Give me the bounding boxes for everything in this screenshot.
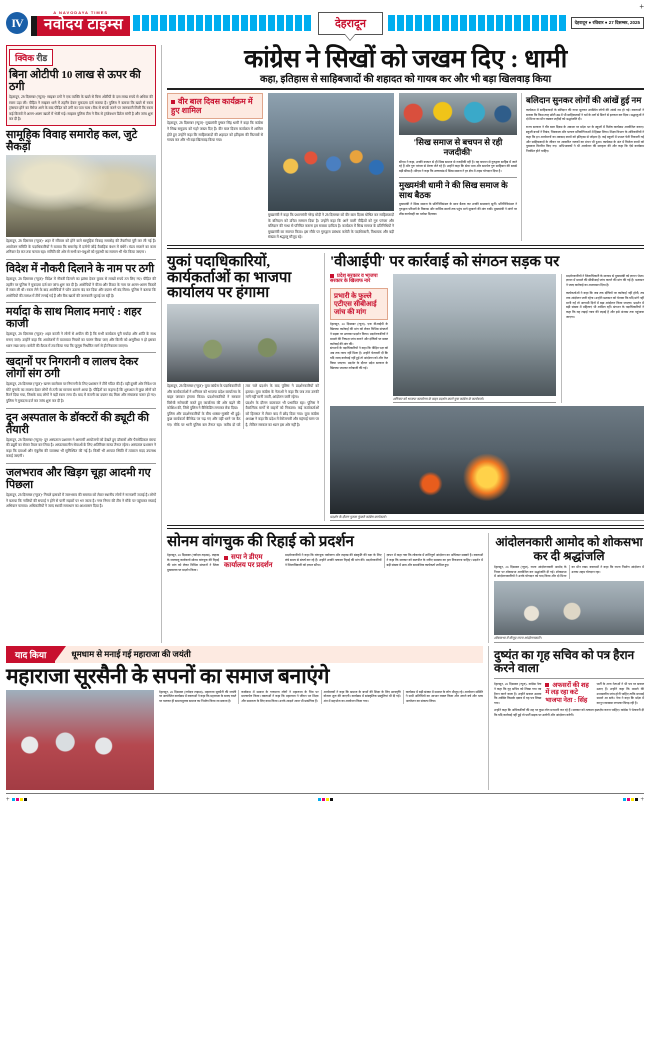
lead-left-block bbox=[167, 93, 263, 241]
bottom-strap-bar bbox=[6, 646, 483, 663]
quick-read-headline[interactable]: बिना ओटीपी 10 लाख से ऊपर की ठगी bbox=[9, 69, 141, 94]
left-item-3-body: देहरादून, 26 दिसम्बर (न्यूज)- खनन कारोबार पर निगरानी के लिए प्रशासन ने टीमें गठित की हैं। वहीं दूसरी ओर निवेश पर मोटे मुनाफे का लालच देकर लोगों से ठगी का मामला सामने आया है। पीड़ितों का कहना है कि शुरुआत में कुछ लोगों को रिटर्न दिया गया, जिसके बाद लोगों ने बड़ी रकम लगा दी। बाद में कंपनी का दफ्तर बंद मिला और संचालक फरार हो गए। पुलिस ने मुकदमा दर्ज कर जांच शुरू कर दी है। bbox=[6, 382, 156, 403]
lead-kicker-headline: वीर बाल दिवस कार्यक्रम में हुए शामिल bbox=[171, 97, 259, 115]
mid-right-story bbox=[324, 253, 644, 522]
mid-right-caption-1: शनिवार को भाजपा कार्यालय के बाहर प्रदर्शन करते युवा कांग्रेस के कार्यकर्ता। bbox=[393, 396, 556, 403]
left-item-1-headline[interactable]: विदेश में नौकरी दिलाने के नाम पर ठगी bbox=[6, 262, 155, 275]
mid-left-body-2: पुलिस और प्रदर्शनकारियों के बीच धक्का-मुक्की भी हुई। कुछ कार्यकर्ता बैरिकेड पर चढ़ गए और वहीं धरने पर बैठ गए। मौके पर भारी पुलिस बल तैनात रहा। करीब दो घंटे तक चले प्रदर्शन के बाद पुलिस ने प्रदर्शनकारियों को हटाया। युवा कांग्रेस के नेताओं ने कहा कि जब तक उनकी मांगें नहीं मानी जातीं, आंदोलन जारी रहेगा। bbox=[167, 384, 319, 427]
sidebox-1-body: सीएम ने कहा, उनकी बचपन से ही सिख समाज से नजदीकी रही है। वह बचपन से गुरुद्वारा साहिब में जाते रहे हैं और गुरु परंपरा से प्रेरणा लेते रहे हैं। उन्होंने कहा कि सेवा भाव और समर्पण गुरु साहिबान की सबसे बड़ी सीख है। सीएम ने कहा कि उत्तराखंड में सिख समाज ने हर क्षेत्र में अहम योगदान दिया है। bbox=[399, 159, 517, 174]
mid-right-photo-street bbox=[393, 274, 556, 396]
mid-left-body-3: प्रदर्शन के दौरान यातायात भी प्रभावित रहा। पुलिस ने वैकल्पिक मार्गों से वाहनों को निकाला। कई कार्यकर्ताओं को हिरासत में लेकर बाद में छोड़ दिया गया। युवा कांग्रेस अध्यक्ष ने कहा कि प्रदेश में बेरोजगारी और महंगाई चरम पर है, लेकिन सरकार का ध्यान इस ओर नहीं है। bbox=[245, 400, 319, 427]
divider bbox=[494, 678, 644, 679]
mid-right-kicker-box bbox=[330, 288, 388, 320]
lead-photo-block bbox=[268, 93, 394, 241]
page-body bbox=[6, 45, 644, 643]
lead-body-1: मुख्यमंत्री ने कहा कि प्रधानमंत्री नरेन्द्र मोदी ने 26 दिसम्बर को वीर बाल दिवस घोषित कर साहिबजादों के बलिदान को उचित सम्मान दिया है। उन्होंने कहा कि आने वाली पीढ़ियों को गुरु परंपरा और बलिदान की गाथा से परिचित कराना हम सबका दायित्व है। कार्यक्रम में सिख समाज के प्रतिनिधियों ने मुख्यमंत्री का स्वागत किया। इस मौके पर गुरुद्वारा प्रबंधक कमेटी के पदाधिकारी, विधायक और बड़ी संख्या में श्रद्धालु मौजूद रहे। bbox=[268, 213, 394, 240]
mid-left-photo-police bbox=[167, 304, 319, 382]
quick-read-tag bbox=[9, 49, 53, 66]
mid-right-bullet-1: प्रदेश सरकार व भाजपा सरकार के खिलाफ नारे bbox=[330, 274, 388, 286]
bottom-right-body-1: देहरादून, 26 दिसम्बर (न्यूज)- कांग्रेस नेता ने कहा कि गृह सचिव को लिखा गया पत्र हैरान करने वाला है। उन्होंने सवाल उठाया कि आखिर किसके दबाव में यह पत्र लिखा गया। bbox=[494, 681, 542, 706]
mid-right-body-1: देहरादून, 26 दिसम्बर (न्यूज)- एक वीआईपी के खिलाफ कार्रवाई की मांग को लेकर विभिन्न संगठनों ने सड़क पर उतरकर प्रदर्शन किया। प्रदर्शनकारियों ने मामले की निष्पक्ष जांच कराने और दोषियों पर सख्त कार्रवाई की मांग की। bbox=[330, 322, 388, 346]
crop-mark-left: + bbox=[6, 796, 10, 803]
left-item-0-body: देहरादून, 26 दिसम्बर (न्यूज)- शहर में रविवार को होने वाले सामूहिक विवाह समारोह की तैयारियां पूरी कर ली गई हैं। आयोजन समिति के पदाधिकारियों ने बताया कि समारोह में दर्जनों जोड़े वैवाहिक बंधन में बंधेंगे। मंडप सजाने का काम शनिवार देर रात तक चलता रहा। समिति की ओर से सभी वर-वधुओं को गृहस्थी का सामान भी भेंट किया जाएगा। bbox=[6, 239, 156, 255]
left-item-2-headline[interactable]: मर्यादा के साथ मिलाद मनाएं : शहर काजी bbox=[6, 306, 142, 331]
lead-sidebox-2 bbox=[521, 93, 644, 241]
main-column bbox=[161, 45, 644, 643]
lead-kicker-body: देहरादून, 26 दिसम्बर (न्यूज)- मुख्यमंत्री पुष्कर सिंह धामी ने कहा कि कांग्रेस ने सिख समुदाय को गहरे जख्म दिए हैं। वीर बाल दिवस कार्यक्रम में शामिल होते हुए उन्होंने कहा कि साहिबजादों की शहादत को इतिहास की किताबों से गायब कर और भी बड़ा खिलवाड़ किया गया। bbox=[167, 121, 263, 143]
mid-right-side-col bbox=[561, 274, 644, 403]
mid-left-body-1: देहरादून, 26 दिसम्बर (न्यूज)- युवा कांग्रेस के पदाधिकारियों और कार्यकर्ताओं ने शनिवार को भाजपा प्रदेश कार्यालय के बाहर जमकर हंगामा किया। प्रदर्शनकारियों ने सरकार विरोधी नारेबाजी करते हुए कार्यालय की ओर बढ़ने की कोशिश की, जिसे पुलिस ने बैरिकेडिंग लगाकर रोक दिया। bbox=[167, 384, 241, 411]
dateline: देहरादून ● रविवार ● 27 दिसम्बर, 2025 bbox=[571, 17, 644, 29]
quick-read-tag-grey: रीड bbox=[36, 53, 48, 63]
divider bbox=[6, 463, 156, 464]
bottom-body-cols bbox=[159, 690, 483, 790]
bottom-section-tag: याद किया bbox=[6, 646, 55, 663]
divider bbox=[167, 525, 644, 529]
bottom-body-1: देहरादून, 26 दिसम्बर (नवोदय टाइम्स)- महाराजा सूरसैनी की जयंती पर आयोजित कार्यक्रम में वक्ताओं ने कहा कि महाराजा के बताए रास्ते पर चलकर ही समतामूलक समाज का निर्माण किया जा सकता है। bbox=[159, 689, 237, 704]
mid-right-caption-2: प्रदर्शन के दौरान पुतला फूंकते कांग्रेस कार्यकर्ता। bbox=[330, 514, 644, 521]
lower-right-photo-condolence bbox=[494, 581, 644, 635]
lead-subhead: कहा, इतिहास से साहिबजादों की शहादत को गायब कर और भी बड़ा खिलवाड़ किया bbox=[259, 74, 552, 85]
bottom-right-headline[interactable]: दुष्यंत का गृह सचिव को पत्र हैरान करने वाला bbox=[494, 647, 635, 675]
ministry-box-headline[interactable]: मुख्यमंत्री धामी ने की सिख समाज के साथ बैठक bbox=[399, 179, 508, 200]
bottom-section-strap: धूमधाम से मनाई गई महाराजा की जयंती bbox=[55, 646, 483, 663]
logo-kicker: A NAVODAYA TIMES bbox=[31, 10, 130, 16]
left-item-2-body: देहरादून, 26 दिसम्बर (न्यूज)- शहर काजी ने लोगों से अपील की है कि सभी कार्यक्रम पूरी मर्यादा और शांति के साथ मनाए जाएं। उन्होंने कहा कि आयोजनों में यातायात नियमों का पालन किया जाए और किसी को असुविधा न हो इसका ध्यान रखा जाए। कमेटी की बैठक में तय किया गया कि जुलूस निर्धारित मार्ग से ही निकाला जाएगा। bbox=[6, 332, 156, 348]
registration-plus-icon: + bbox=[639, 2, 644, 11]
left-item-3-headline[interactable]: खदानों पर निगरानी व लालच देकर लोगों संग ठगी bbox=[6, 356, 139, 381]
mid-right-side-body: कार्यकर्ताओं ने कहा कि जब तक दोषियों पर कार्रवाई नहीं होती, तब तक आंदोलन जारी रहेगा। उन्होंने प्रशासन को चेताया कि यदि मांगें नहीं मानी गईं तो आगामी दिनों में बड़ा आंदोलन किया जाएगा। प्रदर्शन में बड़ी संख्या में महिलाएं भी शामिल रहीं। संगठन के पदाधिकारियों ने कहा कि यह लड़ाई न्याय की लड़ाई है और इसे अंजाम तक पहुंचाया जाएगा। bbox=[566, 290, 644, 319]
sidebox-2-body: कार्यक्रम में साहिबजादों के बलिदान की गाथा सुनकर उपस्थित लोगों की आंखें नम हो गईं। वक्ताओं ने बताया कि किस तरह छोटी उम्र में भी साहिबजादों ने धर्म के मार्ग से डिगने से इनकार कर दिया। श्रद्धालुओं ने दो मिनट का मौन रखकर शहीदों को श्रद्धांजलि दी। bbox=[526, 107, 644, 122]
divider bbox=[167, 88, 644, 90]
mid-right-body-3: प्रदर्शनकारियों ने जिलाधिकारी के माध्यम से मुख्यमंत्री को ज्ञापन भेजा। ज्ञापन में मामले की सीबीआई जांच कराने की मांग की गई है। प्रशासन ने जल्द कार्रवाई का आश्वासन दिया है। bbox=[566, 273, 644, 288]
lower-right-body: देहरादून, 26 दिसम्बर (न्यूज)- राज्य आंदोलनकारी आमोद के निधन पर शोकसभा आयोजित कर श्रद्धांजलि दी गई। शोकसभा में आंदोलनकारियों ने उनके योगदान को याद किया और दो मिनट का मौन रखा। वक्ताओं ने कहा कि राज्य निर्माण आंदोलन में उनका अहम योगदान रहा। bbox=[494, 564, 644, 579]
left-item-4-body: देहरादून, 26 दिसम्बर (न्यूज)- दून अस्पताल प्रशासन ने आगामी आयोजनों को देखते हुए डॉक्टरों और पैरामेडिकल स्टाफ की ड्यूटी का रोस्टर तैयार कर लिया है। आपातकालीन सेवाओं के लिए अतिरिक्त स्टाफ तैनात रहेगा। अस्पताल प्रशासन ने कहा कि दवाओं और एंबुलेंस की व्यवस्था भी सुनिश्चित की गई है। किसी भी आपात स्थिति में तत्काल मदद उपलब्ध कराई जाएगी। bbox=[6, 437, 156, 459]
quick-read-tag-red: क्विक bbox=[15, 53, 35, 63]
press-registration-marks bbox=[6, 793, 644, 803]
lead-headline[interactable]: कांग्रेस ने सिखों को जखम दिए : धामी bbox=[244, 46, 567, 73]
bottom-section bbox=[6, 646, 644, 790]
bottom-right-body-3: उन्होंने कहा कि अधिकारियों की शह पर कुछ लोग मनमानी कर रहे हैं। सरकार को तत्काल हस्तक्षेप करना चाहिए। कांग्रेस ने चेतावनी दी कि यदि कार्रवाई नहीं हुई तो पार्टी सड़क पर उतरेगी और आंदोलन करेगी। bbox=[494, 707, 644, 717]
logo-wordmark: नवोदय टाइम्स bbox=[31, 16, 130, 36]
left-item-4-headline[interactable]: दून अस्पताल के डॉक्टरों की ड्यूटी की तैयारी bbox=[6, 411, 149, 436]
divider bbox=[6, 259, 156, 260]
mid-left-headline[interactable]: युकां पदाधिकारियों, कार्यकर्ताओं का भाजपा कार्यालय पर हंगामा bbox=[167, 253, 292, 302]
lower-left-body-2: प्रदर्शनकारियों ने कहा कि वांगचुक पर्यावरण और लद्दाख की संस्कृति की रक्षा के लिए लंबे समय से संघर्ष कर रहे हैं। उन्होंने उनकी तत्काल रिहाई की मांग की। प्रदर्शनकारियों ने जिलाधिकारी को ज्ञापन सौंपा। bbox=[285, 553, 382, 567]
bottom-photo-ceremony bbox=[6, 690, 154, 790]
bottom-headline[interactable]: महाराजा सूरसैनी के सपनों का समाज बनाएंगे bbox=[6, 663, 330, 688]
bottom-body-4: कार्यक्रम में बड़ी संख्या में समाज के लोग मौजूद रहे। आयोजन समिति ने सभी अतिथियों का आभार व्यक्त किया और अगले वर्ष और भव्य आयोजन का संकल्प लिया। bbox=[405, 689, 483, 704]
bottom-right-col-1 bbox=[494, 682, 541, 706]
masthead-stripe-left bbox=[133, 15, 313, 31]
mid-right-kicker-col bbox=[330, 274, 388, 403]
cmyk-bar-left bbox=[12, 798, 27, 801]
mid-left-story bbox=[167, 253, 319, 522]
lower-right-headline[interactable]: आंदोलनकारी आमोद को शोकसभा कर दी श्रद्धांजलि bbox=[495, 535, 643, 563]
lower-left-body-1: देहरादून, 26 दिसम्बर (नवोदय टाइम्स)- लद्दाख के जलवायु कार्यकर्ता सोनम वांगचुक की रिहाई की मांग को लेकर विभिन्न संगठनों ने जिला मुख्यालय पर प्रदर्शन किया। bbox=[167, 553, 219, 572]
masthead bbox=[6, 0, 644, 42]
cmyk-bar-right bbox=[623, 798, 638, 801]
mid-right-kicker-text: प्रभारी के फुल्ले एटीएस सीबीआई जांच की मांग bbox=[334, 292, 377, 317]
lower-left-headline[interactable]: सोनम वांगचुक की रिहाई को प्रदर्शन bbox=[167, 534, 354, 551]
bottom-body-2: कार्यक्रम में समाज के गणमान्य लोगों ने महाराजा के चित्र पर माल्यार्पण किया। वक्ताओं ने कहा कि महाराजा ने जीवन भर शिक्षा और समानता के लिए काम किया। उनके आदर्श आज भी प्रासंगिक हैं। bbox=[241, 689, 319, 704]
lower-left-lede-col bbox=[167, 553, 219, 572]
sidebox-1-headline[interactable]: 'सिख समाज से बचपन से रही नजदीकी' bbox=[413, 137, 503, 157]
bottom-right-story bbox=[488, 646, 644, 790]
lead-right-block bbox=[399, 93, 644, 241]
divider bbox=[399, 177, 517, 178]
left-item-1-body: देहरादून, 26 दिसम्बर (न्यूज)- विदेश में नौकरी दिलाने का झांसा देकर युवक से लाखों रुपये ठग लिए गए। पीड़ित की तहरीर पर पुलिस ने मुकदमा दर्ज कर जांच शुरू कर दी है। आरोपियों ने वीजा और टिकट के नाम पर अलग-अलग किस्तों में रकम ली थी। रकम लेने के बाद आरोपियों ने फोन उठाना बंद कर दिया और दफ्तर भी बंद मिला। पुलिस ने बताया कि आरोपियों की तलाश में टीमें लगाई गई हैं और बैंक खातों की जानकारी जुटाई जा रही है। bbox=[6, 276, 156, 298]
lower-right-body-cols bbox=[494, 565, 644, 579]
mid-left-body-cols bbox=[167, 384, 319, 429]
left-rail bbox=[6, 45, 156, 643]
masthead-logo[interactable] bbox=[31, 10, 130, 36]
lead-right-body: राज्य सरकार ने वीर बाल दिवस के अवसर पर प्रदेश भर के स्कूलों में विशेष कार्यक्रम आयोजित कराए। स्कूली बच्चों ने निबंध, चित्रकला और भाषण प्रतियोगिताओं में हिस्सा लिया। शिक्षा विभाग के अधिकारियों ने कहा कि इन आयोजनों का मकसद बच्चों को इतिहास से जोड़ना है। कई स्कूलों में प्रभात फेरी निकाली गई और साहिबजादों के जीवन पर आधारित नाटकों का मंचन भी हुआ। कार्यक्रम के अंत में विजेता बच्चों को पुरस्कार वितरित किए गए। अभिभावकों ने भी आयोजन की सराहना की और कहा कि ऐसे कार्यक्रम नियमित होने चाहिए। bbox=[526, 125, 644, 154]
ministry-box-body: मुख्यमंत्री ने सिख समाज के प्रतिनिधिमंडल के साथ बैठक कर उनकी समस्याएं सुनीं। प्रतिनिधिमंडल ने गुरुद्वारा परिसरों के विकास और धार्मिक स्थलों तक पहुंच मार्ग सुधारने की मांग रखी। मुख्यमंत्री ने मांगों पर शीघ्र कार्यवाही का भरोसा दिलाया। bbox=[399, 202, 517, 217]
left-item-5-headline[interactable]: जलभराव और खिड़ग चूहा आदमी गए पिछला bbox=[6, 466, 151, 492]
crop-mark-right: + bbox=[640, 796, 644, 803]
bottom-right-body-2: पार्टी के अन्य नेताओं ने भी पत्र पर सवाल उठाए हैं। उन्होंने कहा कि मामले की उच्चस्तरीय जांच होनी चाहिए ताकि सच्चाई सामने आ सके। नेता ने कहा कि प्रदेश में कानून व्यवस्था लगातार बिगड़ रही है। bbox=[596, 681, 644, 706]
mid-right-body-2: संगठनों के पदाधिकारियों ने कहा कि पीड़ित पक्ष को अब तक न्याय नहीं मिला है। उन्होंने चेतावनी दी कि यदि जल्द कार्रवाई नहीं हुई तो आंदोलन को और तेज किया जाएगा। प्रदर्शन के दौरान प्रदेश सरकार के खिलाफ जमकर नारेबाजी की गई। bbox=[330, 346, 388, 370]
lower-left-body-3: ज्ञापन में कहा गया कि लोकतंत्र में शांतिपूर्ण आंदोलन का अधिकार सबको है। वक्ताओं ने कहा कि सरकार को बातचीत के जरिए समस्या का हल निकालना चाहिए। प्रदर्शन में बड़ी संख्या में छात्र और सामाजिक कार्यकर्ता शामिल हुए। bbox=[386, 553, 483, 567]
bottom-photo-block bbox=[6, 690, 154, 790]
lower-left-story bbox=[167, 533, 483, 642]
bottom-body-3: आयोजकों ने कहा कि समाज के बच्चों की शिक्षा के लिए छात्रवृत्ति योजना शुरू की जाएगी। कार्यक्रम में सांस्कृतिक प्रस्तुतियां भी दी गईं। अंत में सहभोज का आयोजन किया गया। bbox=[323, 689, 401, 704]
edition-city-flag: देहरादून bbox=[318, 12, 383, 35]
bottom-right-col-3 bbox=[597, 682, 644, 706]
lower-right-caption: शोकसभा में मौजूद राज्य आंदोलनकारी। bbox=[494, 635, 644, 642]
divider bbox=[167, 245, 644, 249]
left-photo-wedding bbox=[6, 155, 156, 237]
quick-read-box bbox=[6, 45, 156, 126]
lead-photo-sikh-leaders bbox=[399, 93, 517, 135]
divider bbox=[6, 408, 156, 409]
bottom-main-story bbox=[6, 646, 483, 790]
masthead-stripe-right bbox=[388, 15, 568, 31]
lead-sidebox-1 bbox=[399, 93, 517, 241]
cmyk-bar-center bbox=[318, 798, 333, 801]
lead-photo-ceremony bbox=[268, 93, 394, 211]
divider bbox=[6, 302, 156, 303]
lower-right-story bbox=[488, 533, 644, 642]
left-item-5-body: देहरादून, 26 दिसम्बर (न्यूज)- निचले इलाकों में जलभराव की समस्या को लेकर स्थानीय लोगों ने नाराजगी जताई है। लोगों ने बताया कि नालियों की सफाई न होने से पानी सड़कों पर भर जाता है। नगर निगम की टीम ने मौके पर पहुंचकर सफाई अभियान चलाया। अधिकारियों ने जल्द स्थायी समाधान का आश्वासन दिया है। bbox=[6, 493, 156, 509]
mid-right-photo-effigy-burning bbox=[330, 406, 644, 514]
sidebox-2-headline[interactable]: बलिदान सुनकर लोगों की आंखें हुई नम bbox=[526, 95, 642, 105]
mid-right-photo-col bbox=[393, 274, 556, 403]
quick-read-body: देहरादून, 26 दिसम्बर (न्यूज)- साइबर ठगों ने एक व्यक्ति के खाते से बिना ओटीपी के दस लाख रुपये से अधिक की रकम उड़ा ली। पीड़ित ने साइबर थाने में तहरीर देकर मुकदमा दर्ज कराया है। पुलिस ने बताया कि खाते से रकम ट्रांसफर होने का मैसेज आने के बाद पीड़ित को ठगी का पता चला। बैंक से संपर्क करने पर जानकारी मिली कि रकम कई किस्तों में अलग-अलग खातों में भेजी गई। साइबर पुलिस टीम ने बैंक से ट्रांजेक्शन डिटेल मांगी है और जांच शुरू कर दी है। bbox=[9, 95, 153, 122]
lower-left-bullet: सपा ने डीएम कार्यालय पर प्रदर्शन bbox=[224, 553, 280, 569]
divider bbox=[6, 352, 156, 353]
left-item-0-headline[interactable]: सामूहिक विवाह समारोह कल, जुटे सैकड़ों bbox=[6, 129, 138, 154]
lead-kicker-box bbox=[167, 93, 263, 119]
lower-left-bullet-col bbox=[224, 553, 280, 572]
mid-right-headline[interactable]: 'वीआईपी' पर कार्रवाई को संगठन सड़क पर bbox=[330, 253, 560, 270]
bottom-right-col-2 bbox=[545, 682, 592, 706]
bottom-right-bullet-kicker: अफसरों की शह में लड़ रहा कटे भाजपा नेता : सिंह bbox=[545, 682, 592, 704]
lower-left-body-cols bbox=[285, 553, 483, 572]
publisher-badge-icon: IV bbox=[6, 12, 28, 34]
mid-right-photo-fire-block bbox=[330, 406, 644, 521]
